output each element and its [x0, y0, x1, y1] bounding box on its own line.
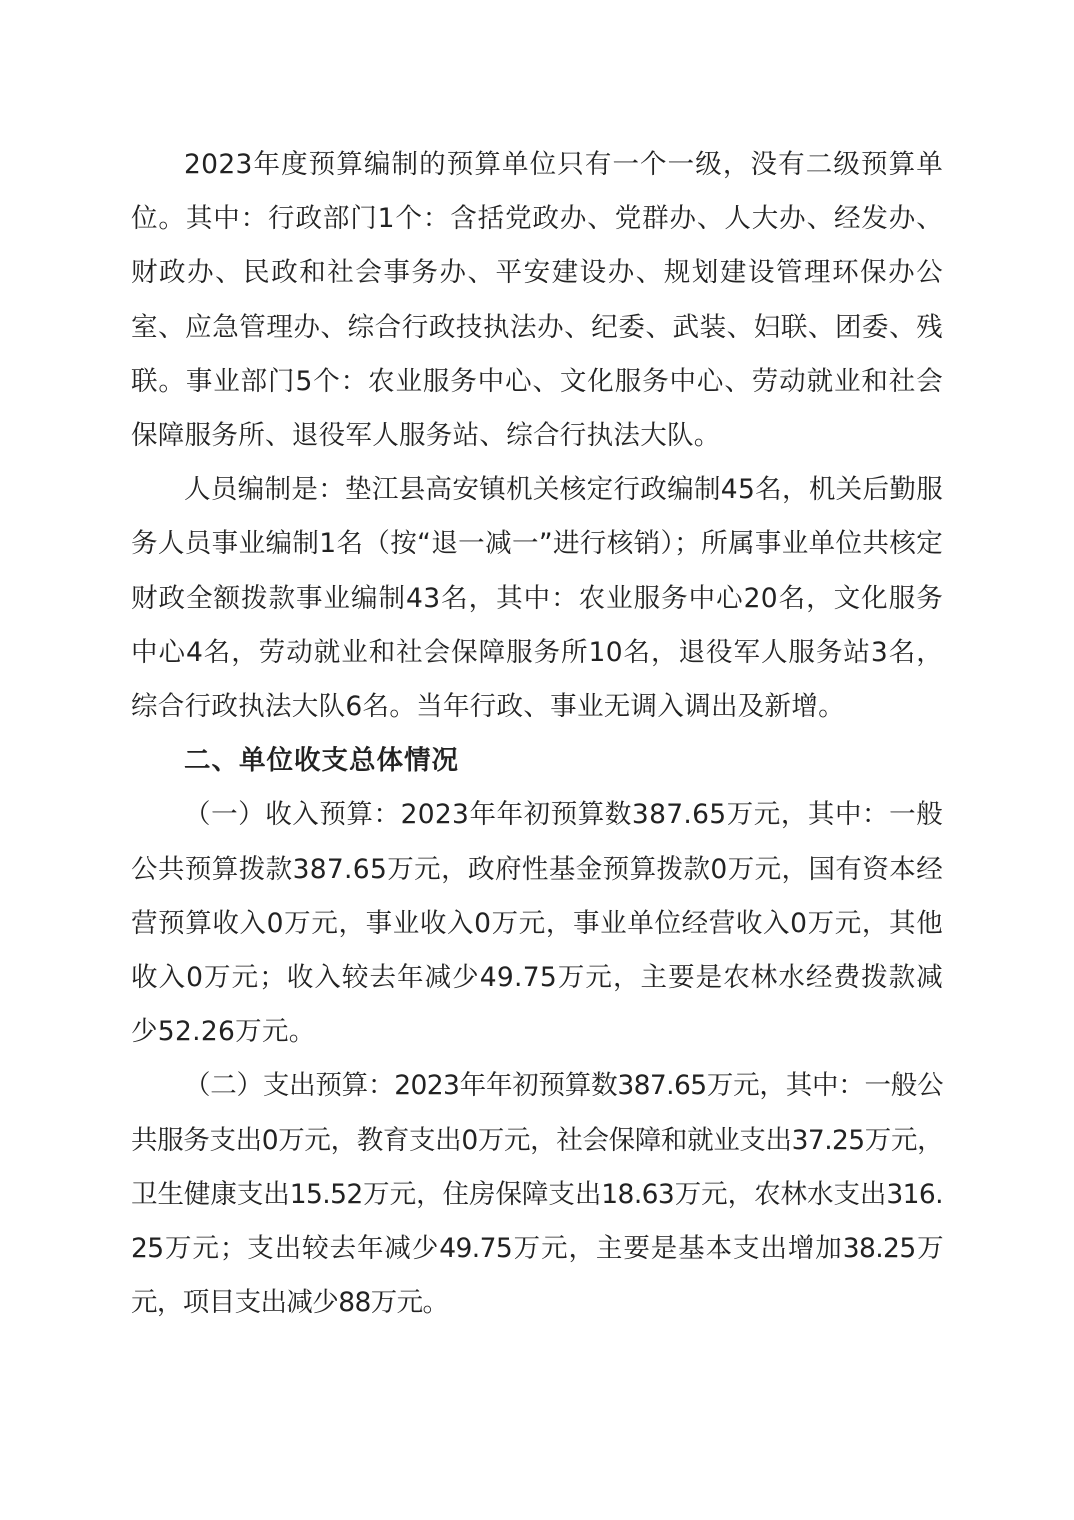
staffing-paragraph: 人员编制是：垫江县高安镇机关核定行政编制45名，机关后勤服务人员事业编制1名（按“退一减一”进行核销）；所属事业单位共核定财政全额拨款事业编制43名，其中：农业服务中心20名，文化服务中心4名，劳动就业和社会保障服务所10名，退役军人服务站3名，综合行政执法大队6名。当年行政、事业无调入调出及新增。: [131, 474, 943, 723]
document-body: [131, 138, 943, 1330]
expense-budget-paragraph: （二）支出预算：2023年年初预算数387.65万元，其中：一般公共服务支出0万元，教育支出0万元，社会保障和就业支出37.25万元，卫生健康支出15.52万元，住房保障支出18.63万元，农林水支出316.25万元；支出较去年减少49.75万元，主要是基本支出增加38.25万元，项目支出减少88万元。: [131, 1070, 943, 1319]
income-budget-paragraph: （一）收入预算：2023年年初预算数387.65万元，其中：一般公共预算拨款387.65万元，政府性基金预算拨款0万元，国有资本经营预算收入0万元，事业收入0万元，事业单位经营收入0万元，其他收入0万元；收入较去年减少49.75万元，主要是农林水经费拨款减少52.26万元。: [131, 799, 943, 1048]
section-heading: 二、单位收支总体情况: [184, 745, 459, 777]
budget-units-paragraph: 2023年度预算编制的预算单位只有一个一级，没有二级预算单位。其中：行政部门1个：含括党政办、党群办、人大办、经发办、财政办、民政和社会事务办、平安建设办、规划建设管理环保办公室、应急管理办、综合行政技执法办、纪委、武装、妇联、团委、残联。事业部门5个：农业服务中心、文化服务中心、劳动就业和社会保障服务所、退役军人服务站、综合行执法大队。: [131, 149, 943, 452]
